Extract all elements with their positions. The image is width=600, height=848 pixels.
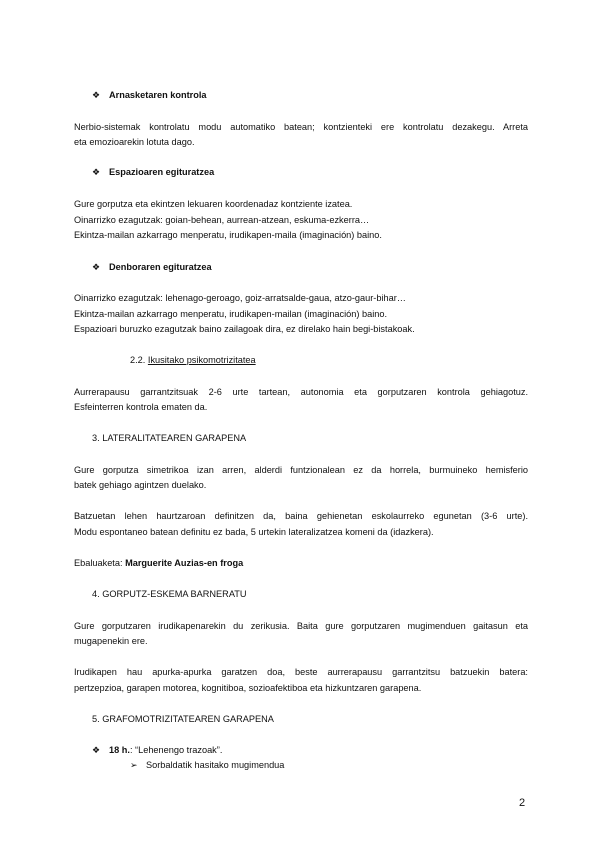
grafo-item-18h <box>109 744 222 756</box>
lateralitatea-p2-line2: Modu espontaneo batean definitu ez bada, 5 urtekin lateralizatzea komeni da (idazkera). <box>74 527 434 537</box>
evaluation-line <box>74 557 243 569</box>
para-arnasketa-line2: eta emozioarekin lotuta dago. <box>74 137 195 147</box>
lateralitatea-p1-line1: Gure gorputza simetrikoa izan arren, alderdi funtzionalean ez da horrela, burmuineko hemisferio <box>74 465 528 475</box>
evaluation-value: Marguerite Auzias-en froga <box>125 558 244 568</box>
heading-espazioa: Espazioaren egituratzea <box>109 167 215 177</box>
grafo-item-age: 18 h. <box>109 745 130 755</box>
gorputz-p1-line2: mugapenekin ere. <box>74 636 148 646</box>
diamond-bullet-icon: ❖ <box>92 745 101 755</box>
heading-arnasketa: Arnasketaren kontrola <box>109 90 207 100</box>
diamond-bullet-icon: ❖ <box>92 90 101 100</box>
diamond-bullet-icon: ❖ <box>92 167 101 177</box>
denbora-line3: Espazioari buruzko ezagutzak baino zailagoak dira, ez direlako hain begi-bistakoak. <box>74 324 415 334</box>
subheading-title: Ikusitako psikomotrizitatea <box>147 355 256 365</box>
grafo-subitem: Sorbaldatik hasitako mugimendua <box>146 760 285 770</box>
gorputz-p2-line2: pertzepzioa, garapen motorea, kognitiboa, sozioafektiboa eta hizkuntzaren garapena. <box>74 683 422 693</box>
subheading-number: 2.2. <box>130 355 146 365</box>
espazioa-line3: Ekintza-mailan azkarrago menperatu, irudikapen-maila (imaginación) baino. <box>74 230 382 240</box>
gorputz-p2-line1: Irudikapen hau apurka-apurka garatzen doa, beste aurrerapausu garrantzitsu batzuekin batera: <box>74 667 528 677</box>
ikusitako-line2: Esfeinterren kontrola ematen da. <box>74 402 208 412</box>
para-arnasketa-line1: Nerbio-sistemak kontrolatu modu automatiko batean; kontzienteki ere kontrolatu dezakegu. Arreta <box>74 122 528 132</box>
denbora-line1: Oinarrizko ezagutzak: lehenago-geroago, goiz-arratsalde-gaua, atzo-gaur-bihar… <box>74 293 406 303</box>
diamond-bullet-icon: ❖ <box>92 262 101 272</box>
heading-denbora: Denboraren egituratzea <box>109 262 212 272</box>
subheading-ikusitako <box>130 354 256 366</box>
espazioa-line1: Gure gorputza eta ekintzen lekuaren koordenadaz kontziente izatea. <box>74 199 353 209</box>
gorputz-p1-line1: Gure gorputzaren irudikapenarekin du zerikusia. Baita gure gorputzaren mugimenduen gaitasun eta <box>74 621 528 631</box>
ikusitako-line1: Aurrerapausu garrantzitsuak 2-6 urte tartean, autonomia eta gorputzaren kontrola gehiagotuz. <box>74 387 528 397</box>
page-number: 2 <box>519 797 526 809</box>
heading-gorputz-eskema: 4. GORPUTZ-ESKEMA BARNERATU <box>92 589 247 599</box>
denbora-line2: Ekintza-mailan azkarrago menperatu, irudikapen-mailan (imaginación) baino. <box>74 309 388 319</box>
heading-lateralitatea: 3. LATERALITATEAREN GARAPENA <box>92 433 247 443</box>
arrow-bullet-icon: ➢ <box>130 760 138 770</box>
heading-grafomotrizitatea: 5. GRAFOMOTRIZITATEAREN GARAPENA <box>92 714 274 724</box>
grafo-item-desc: : “Lehenengo trazoak”. <box>129 745 223 755</box>
evaluation-label: Ebaluaketa: <box>74 558 126 568</box>
lateralitatea-p2-line1: Batzuetan lehen haurtzaroan definitzen da, baina gehienetan eskolaurreko egunetan (3-6 urte). <box>74 511 528 521</box>
lateralitatea-p1-line2: batek gehiago agintzen duelako. <box>74 480 207 490</box>
espazioa-line2: Oinarrizko ezagutzak: goian-behean, aurrean-atzean, eskuma-ezkerra… <box>74 215 370 225</box>
